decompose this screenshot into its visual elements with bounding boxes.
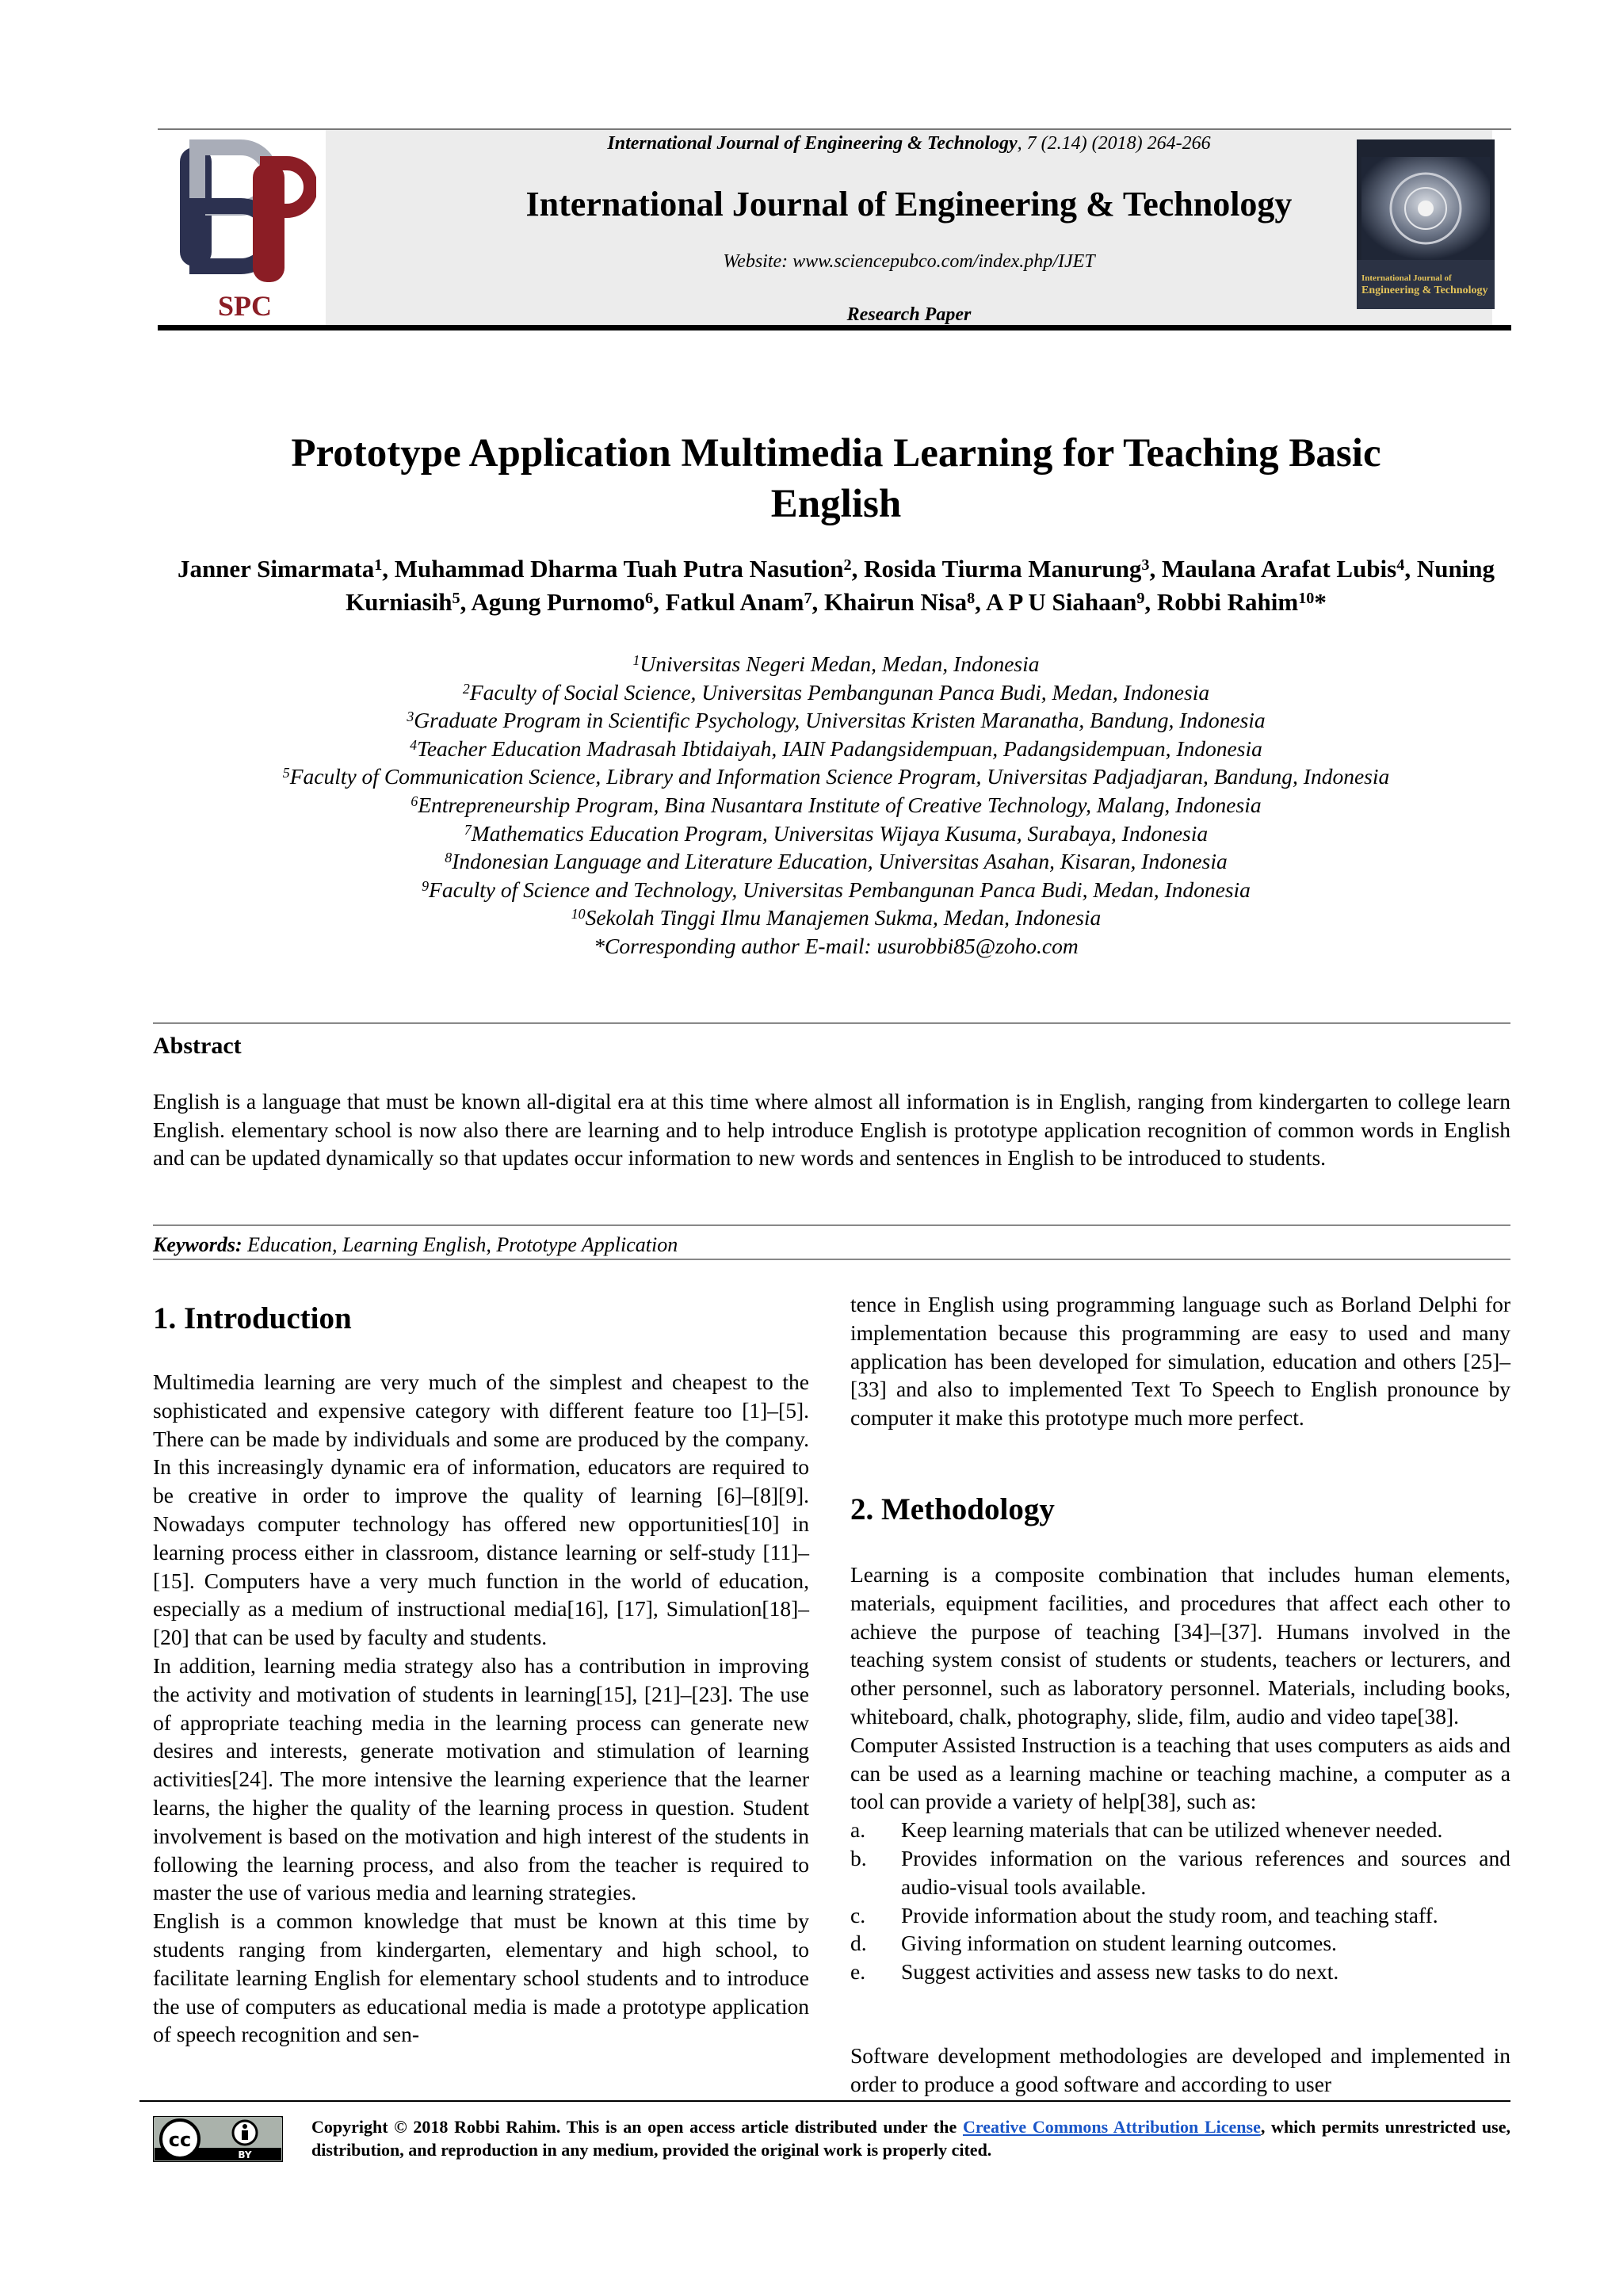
affiliation-text: Graduate Program in Scientific Psychology, Universitas Kristen Maranatha, Bandung, Indonesia — [414, 708, 1266, 733]
affiliation-text: Universitas Negeri Medan, Medan, Indonesia — [640, 651, 1040, 676]
keywords-line — [153, 1233, 1510, 1257]
list-item-text: Giving information on student learning outcomes. — [901, 1931, 1337, 1956]
affiliation-line — [119, 819, 1553, 848]
list-item-text: Suggest activities and assess new tasks to do next. — [901, 1959, 1339, 1985]
list-item — [850, 1958, 1510, 1986]
keywords-top-rule — [153, 1224, 1510, 1226]
list-item — [850, 1929, 1510, 1958]
section-heading-methodology: 2. Methodology — [850, 1492, 1055, 1526]
paper-title-line1: Prototype Application Multimedia Learning for Teaching Basic — [291, 431, 1381, 476]
affiliation-line — [119, 762, 1553, 791]
affiliation-line — [119, 791, 1553, 819]
keywords-bottom-rule — [153, 1259, 1510, 1260]
author-affiliation-index: 5 — [452, 589, 460, 607]
affiliation-text: Teacher Education Madrasah Ibtidaiyah, IAIN Padangsidempuan, Padangsidempuan, Indonesia — [417, 735, 1262, 761]
author-separator: , — [1144, 588, 1157, 616]
author-separator: , — [382, 555, 395, 583]
author-separator: , — [460, 588, 472, 616]
author-list — [119, 552, 1553, 619]
author — [1162, 555, 1417, 583]
method-paragraph-1: Learning is a composite combination that includes human elements, materials, equipment facilities, and procedures that affect each other to achieve the purpose of teaching [34]–[37]. Humans involved in the teaching system consist of students or students, teachers or lecturers, and other personnel, such as laboratory personnel. Materials, including books, whiteboard, chalk, photography, slide, film, audio and video tape[38]. — [850, 1562, 1510, 1729]
paper-type: Research Paper — [846, 304, 972, 325]
citation-volume: , 7 (2.14) (2018) 264-266 — [1017, 133, 1211, 154]
list-item-text: Provide information about the study room, and teaching staff. — [901, 1902, 1438, 1927]
list-marker: c. — [850, 1902, 866, 1927]
list-item — [850, 1844, 1510, 1901]
affiliation-index: 5 — [282, 765, 290, 781]
author-name: Maulana Arafat Lubis — [1161, 555, 1397, 583]
list-item — [850, 1816, 1510, 1844]
affiliation-index: 8 — [445, 850, 453, 866]
list-item — [850, 1901, 1510, 1930]
author — [471, 588, 665, 616]
author — [395, 555, 864, 583]
methodology-body — [850, 1561, 1510, 1986]
affiliation-line — [119, 678, 1553, 707]
keywords-text: Education, Learning English, Prototype Application — [247, 1233, 678, 1256]
affiliation-index: 7 — [464, 821, 472, 838]
footer-rule — [139, 2100, 1510, 2102]
author-affiliation-index: 1 — [374, 556, 383, 574]
author-name: Muhammad Dharma Tuah Putra Nasution — [394, 555, 844, 583]
author-separator: , — [851, 555, 865, 583]
author-name: Agung Purnomo — [471, 588, 646, 616]
abstract-body: English is a language that must be known all-digital era at this time where almost all information is in English, ranging from kindergarten to college learn English. elementary school is now also there are learning and to help introduce English is prototype application recognition of common words in English and can be updated dynamically so that updates occur information to new words and sentences in English to be introduced to students. — [153, 1089, 1510, 1170]
affiliation-index: 6 — [411, 793, 418, 809]
paper-title-line2: English — [770, 482, 902, 526]
affiliation-text: Faculty of Social Science, Universitas Pembangunan Panca Budi, Medan, Indonesia — [469, 679, 1210, 705]
affiliation-text: Faculty of Communication Science, Library and Information Science Program, Universitas Padjadjaran, Bandung, Indonesia — [289, 764, 1390, 789]
affiliation-line — [119, 847, 1553, 876]
section-heading-introduction: 1. Introduction — [153, 1301, 352, 1335]
author-affiliation-index: 4 — [1396, 556, 1405, 574]
logo-text: SPC — [217, 290, 273, 322]
author-name: Rosida Tiurma Manurung — [864, 555, 1142, 583]
author-separator: , — [975, 588, 986, 616]
paper-title — [174, 428, 1498, 529]
cc-license-link[interactable]: Creative Commons Attribution License — [962, 2117, 1261, 2137]
author-separator: , — [812, 588, 825, 616]
affiliation-text: Sekolah Tinggi Ilmu Manajemen Sukma, Medan, Indonesia — [585, 905, 1102, 930]
journal-cover-image — [1357, 139, 1495, 309]
affiliation-index: 1 — [632, 651, 640, 668]
author-affiliation-index: 3 — [1141, 556, 1150, 574]
copyright-text-post: , which permits unrestricted use, distribution, and reproduction in any medium, provided the original work is properly cited. — [311, 2117, 1510, 2160]
affiliation-line — [119, 650, 1553, 678]
author-affiliation-index: 2 — [843, 556, 852, 574]
author-name: Nuning Kurniasih — [346, 555, 1495, 616]
intro-paragraph-3: English is a common knowledge that must be known at this time by students ranging from kindergarten, elementary and high school, to facilitate learning English for elementary school students and to introduce the use of computers as educational media is made a prototype application of speech recognition and sen- — [153, 1908, 809, 2047]
author-affiliation-index: 10 — [1298, 589, 1315, 607]
intro-paragraph-1: Multimedia learning are very much of the simplest and cheapest to the sophisticated and expensive category with different feature too [1]–[5]. There can be made by individuals and some are produced by the company. In this increasingly dynamic era of information, educators are required to be creative in order to improve the quality of learning [6]–[8][9]. Nowadays computer technology has offered new opportunities[10] in learning process either in classroom, distance learning or self-study [11]–[15]. Computers have a very much function in the world of education, especially as a medium of instructional media[16], [17], Simulation[18]–[20] that can be used by faculty and students. — [153, 1370, 809, 1650]
journal-citation — [326, 133, 1492, 155]
keywords-label: Keywords: — [153, 1233, 242, 1256]
introduction-body — [153, 1368, 809, 2049]
author-line — [178, 555, 1417, 583]
affiliation-index: 4 — [410, 736, 418, 753]
citation-journal: International Journal of Engineering & Technology — [607, 133, 1018, 154]
author-separator: , — [1404, 555, 1417, 583]
author-separator: * — [1314, 588, 1327, 616]
affiliation-index: 10 — [571, 906, 586, 923]
journal-header — [158, 128, 1511, 333]
list-marker: e. — [850, 1959, 866, 1985]
author — [1157, 588, 1327, 616]
author-separator: , — [653, 588, 666, 616]
affiliation-line — [119, 706, 1553, 735]
cai-help-list — [850, 1816, 1510, 1986]
affiliation-text: Entrepreneurship Program, Bina Nusantara Institute of Creative Technology, Malang, Indonesia — [418, 792, 1262, 817]
journal-name: International Journal of Engineering & Technology — [525, 185, 1293, 223]
affiliation-index: 2 — [462, 680, 470, 697]
header-band — [326, 130, 1492, 325]
author-affiliation-index: 6 — [645, 589, 654, 607]
author — [986, 588, 1157, 616]
introduction-continuation: tence in English using programming language such as Borland Delphi for implementation because this programming are easy to used and many application has been developed for simulation, education and others [25]–[33] and also to implemented Text To Speech to English pronounce by computer it make this prototype much more perfect. — [850, 1292, 1510, 1431]
affiliation-line — [119, 876, 1553, 904]
affiliation-index: 3 — [407, 709, 414, 725]
author — [824, 588, 986, 616]
affiliation-text: Indonesian Language and Literature Education, Universitas Asahan, Kisaran, Indonesia — [452, 849, 1228, 874]
list-marker: b. — [850, 1845, 867, 1870]
author-name: Khairun Nisa — [824, 588, 968, 616]
affiliation-line — [119, 904, 1553, 932]
corresponding-author: *Corresponding author E-mail: usurobbi85@zoho.com — [594, 933, 1079, 958]
copyright-notice — [311, 2115, 1510, 2161]
author-affiliation-index: 7 — [804, 589, 812, 607]
copyright-text-pre: Copyright © 2018 Robbi Rahim. This is an open access article distributed under the — [311, 2117, 963, 2137]
intro-paragraph-2: In addition, learning media strategy also has a contribution in improving the activity and motivation of students in learning[15], [21]–[23]. The use of appropriate teaching media in the learning process can generate new desires and interests, generate motivation and stimulation of learning activities[24]. The more intensive the learning experience that the learner learns, the higher the quality of the learning process in question. Student involvement is based on the motivation and high interest of the students in following the learning process, and also from the teacher is required to master the use of various media and learning strategies. — [153, 1652, 809, 1905]
list-item-text: Keep learning materials that can be utilized whenever needed. — [901, 1817, 1443, 1843]
list-marker: d. — [850, 1931, 867, 1956]
list-marker: a. — [850, 1817, 866, 1843]
author-name: Janner Simarmata — [177, 555, 375, 583]
author — [178, 555, 395, 583]
author-affiliation-index: 8 — [967, 589, 976, 607]
header-bottom-rule — [158, 325, 1511, 330]
cc-by-license-icon[interactable] — [153, 2116, 283, 2162]
author-affiliation-index: 9 — [1136, 589, 1145, 607]
abstract-heading: Abstract — [153, 1033, 242, 1059]
author-name: Fatkul Anam — [665, 588, 804, 616]
affiliation-line — [119, 735, 1553, 763]
affiliation-text: Mathematics Education Program, Universitas Wijaya Kusuma, Surabaya, Indonesia — [471, 820, 1209, 846]
author — [864, 555, 1162, 583]
cc-by-label: BY — [238, 2149, 252, 2160]
affiliation-list — [119, 650, 1553, 961]
author-name: A P U Siahaan — [985, 588, 1137, 616]
author-separator: , — [1149, 555, 1162, 583]
methodology-closing-paragraph: Software development methodologies are developed and implemented in order to produce a good software and according to user — [850, 2043, 1510, 2096]
journal-website[interactable]: Website: www.sciencepubco.com/index.php/IJET — [723, 251, 1095, 272]
list-item-text: Provides information on the various references and sources and audio-visual tools available. — [901, 1845, 1510, 1899]
method-paragraph-2: Computer Assisted Instruction is a teaching that uses computers as aids and can be used as a learning machine or teaching machine, a computer as a tool can provide a variety of help[38], such as: — [850, 1732, 1510, 1814]
svg-text:cc: cc — [168, 2129, 192, 2151]
affiliation-items — [119, 650, 1553, 932]
author — [666, 588, 824, 616]
affiliation-index: 9 — [422, 877, 430, 894]
abstract-top-rule — [153, 1022, 1510, 1024]
affiliation-text: Faculty of Science and Technology, Universitas Pembangunan Panca Budi, Medan, Indonesia — [429, 877, 1251, 902]
cover-title-line1: International Journal of — [1361, 273, 1452, 283]
author-name: Robbi Rahim — [1156, 588, 1299, 616]
spc-logo — [174, 139, 316, 322]
cover-title-line2: Engineering & Technology — [1361, 285, 1488, 296]
